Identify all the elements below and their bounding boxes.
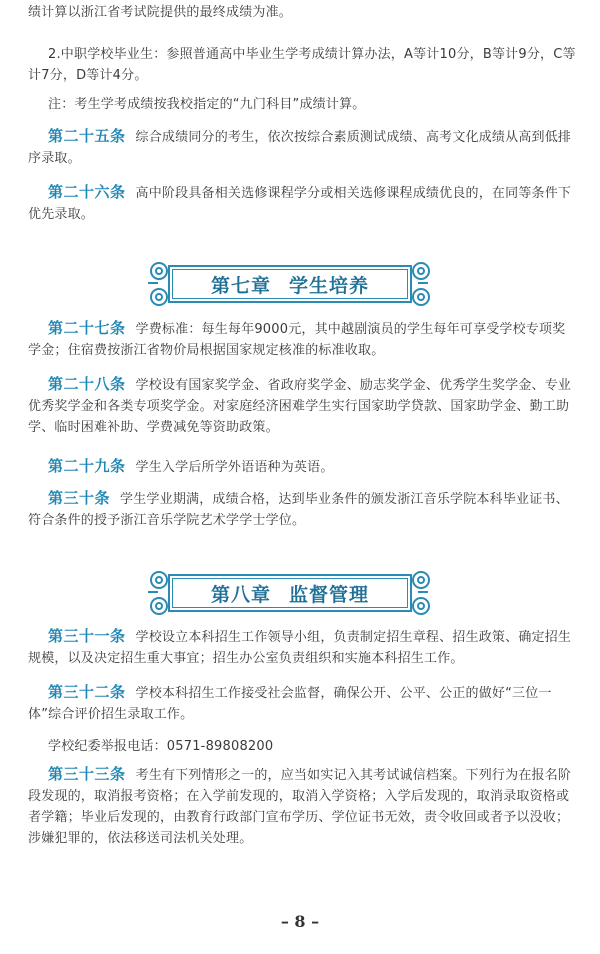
article-27 bbox=[28, 318, 576, 361]
chapter-number: 第八章 bbox=[210, 583, 271, 606]
ornament-icon bbox=[150, 288, 168, 306]
chapter-title: 学生培养 bbox=[289, 274, 370, 297]
paragraph-continuation: 绩计算以浙江省考试院提供的最终成绩为准。 bbox=[28, 5, 293, 20]
ornament-line bbox=[418, 282, 428, 284]
ornament-icon bbox=[412, 597, 430, 615]
article-number: 第三十条 bbox=[48, 489, 111, 507]
article-text: 学校本科招生工作接受社会监督，确保公开、公平、公正的做好“三位一体”综合评价招生录取工作。 bbox=[28, 686, 552, 722]
chapter-number: 第七章 bbox=[210, 274, 271, 297]
article-26 bbox=[28, 182, 576, 225]
ornament-icon bbox=[412, 288, 430, 306]
ornament-icon bbox=[412, 571, 430, 589]
article-text: 学生学业期满，成绩合格，达到毕业条件的颁发浙江音乐学院本科毕业证书、符合条件的授予浙江音乐学院艺术学学士学位。 bbox=[28, 492, 569, 528]
page-number: – 8 – bbox=[280, 912, 320, 931]
article-text: 高中阶段具备相关选修课程学分或相关选修课程成绩优良的，在同等条件下优先录取。 bbox=[28, 186, 572, 222]
article-32 bbox=[28, 682, 576, 725]
article-30 bbox=[28, 488, 576, 531]
paragraph-vocational-scores: 2.中职学校毕业生：参照普通高中毕业生学考成绩计算办法，A等计10分，B等计9分，C等计7分，D等计4分。 bbox=[28, 47, 576, 83]
ornament-line bbox=[418, 591, 428, 593]
article-28 bbox=[28, 374, 576, 438]
article-31 bbox=[28, 626, 576, 669]
chapter-title-box bbox=[168, 265, 412, 303]
article-number: 第三十一条 bbox=[48, 627, 126, 645]
article-number: 第二十六条 bbox=[48, 183, 126, 201]
chapter-title: 监督管理 bbox=[289, 583, 370, 606]
ornament-icon bbox=[150, 597, 168, 615]
article-number: 第二十九条 bbox=[48, 457, 126, 475]
article-number: 第二十七条 bbox=[48, 319, 126, 337]
article-number: 第三十三条 bbox=[48, 765, 126, 783]
article-number: 第三十二条 bbox=[48, 683, 126, 701]
hotline-text: 学校纪委举报电话：0571-89808200 bbox=[48, 739, 274, 754]
chapter-title-box bbox=[168, 574, 412, 612]
ornament-icon bbox=[150, 571, 168, 589]
ornament-icon bbox=[412, 262, 430, 280]
article-text: 综合成绩同分的考生，依次按综合素质测试成绩、高考文化成绩从高到低排序录取。 bbox=[28, 130, 572, 166]
ornament-line bbox=[148, 591, 158, 593]
article-29 bbox=[28, 456, 576, 478]
ornament-icon bbox=[150, 262, 168, 280]
article-text: 学校设有国家奖学金、省政府奖学金、励志奖学金、优秀学生奖学金、专业优秀奖学金和各类专项奖学金。对家庭经济困难学生实行国家助学贷款、国家助学金、勤工助学、临时困难补助、学费减免等资助政策。 bbox=[28, 378, 572, 435]
article-text: 学生入学后所学外语语种为英语。 bbox=[135, 460, 334, 475]
ornament-line bbox=[148, 282, 158, 284]
article-number: 第二十八条 bbox=[48, 375, 126, 393]
article-text: 考生有下列情形之一的，应当如实记入其考试诚信档案。下列行为在报名阶段发现的，取消报考资格；在入学前发现的，取消入学资格；入学后发现的，取消录取资格或者学籍；毕业后发现的，由教育行政部门宣布学历、学位证书无效，责令收回或者予以没收；涉嫌犯罪的，依法移送司法机关处理。 bbox=[28, 768, 572, 846]
paragraph-note: 注：考生学考成绩按我校指定的“九门科目”成绩计算。 bbox=[48, 97, 366, 112]
article-text: 学校设立本科招生工作领导小组，负责制定招生章程、招生政策、确定招生规模，以及决定招生重大事宜；招生办公室负责组织和实施本科招生工作。 bbox=[28, 630, 572, 666]
article-text: 学费标准：每生每年9000元，其中越剧演员的学生每年可享受学校专项奖学金；住宿费按浙江省物价局根据国家规定核准的标准收取。 bbox=[28, 322, 566, 358]
article-25 bbox=[28, 126, 576, 169]
article-number: 第二十五条 bbox=[48, 127, 126, 145]
article-33 bbox=[28, 764, 576, 849]
